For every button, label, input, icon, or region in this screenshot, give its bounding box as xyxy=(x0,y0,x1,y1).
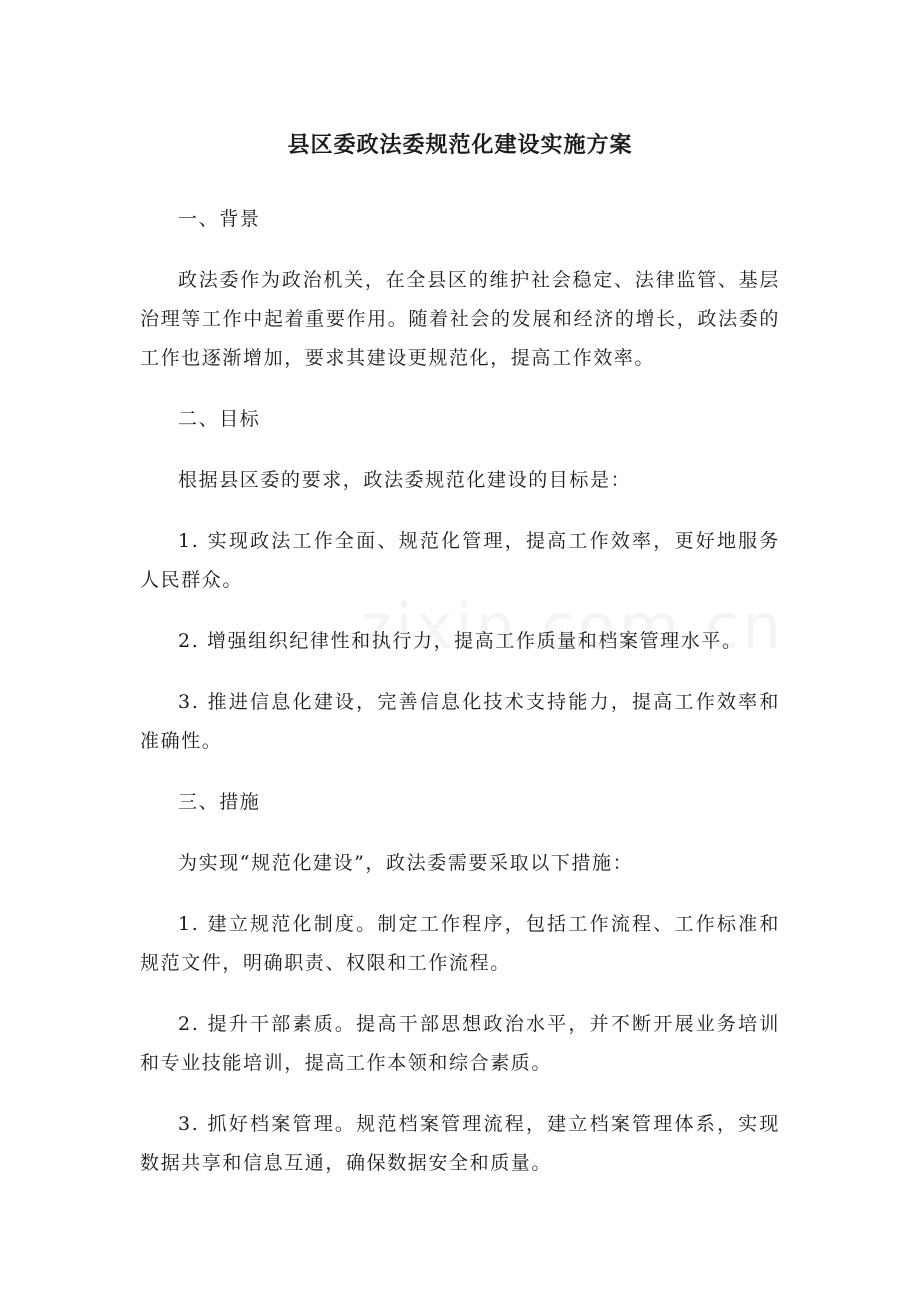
goal-item-1: 1. 实现政法工作全面、规范化管理，提高工作效率，更好地服务人民群众。 xyxy=(140,530,780,591)
section-heading-goals: 二、目标 xyxy=(178,408,261,430)
paragraph-goals-intro: 根据县区委的要求，政法委规范化建设的目标是： xyxy=(178,469,632,491)
section-heading-background: 一、背景 xyxy=(178,208,261,230)
document-title: 县区委政法委规范化建设实施方案 xyxy=(287,133,633,158)
measure-item-3: 3. 抓好档案管理。规范档案管理流程，建立档案管理体系，实现数据共享和信息互通，确保数据安全和质量。 xyxy=(140,1113,780,1174)
measure-item-1: 1. 建立规范化制度。制定工作程序，包括工作流程、工作标准和规范文件，明确职责、权限和工作流程。 xyxy=(140,913,780,974)
paragraph-background-text: 政法委作为政治机关，在全县区的维护社会稳定、法律监管、基层治理等工作中起着重要作用。随着社会的发展和经济的增长，政法委的工作也逐渐增加，要求其建设更规范化，提高工作效率。 xyxy=(140,269,780,369)
goal-item-3: 3. 推进信息化建设，完善信息化技术支持能力，提高工作效率和准确性。 xyxy=(140,691,780,752)
goal-item-2: 2. 增强组织纪律性和执行力，提高工作质量和档案管理水平。 xyxy=(178,630,743,652)
section-heading-measures: 三、措施 xyxy=(178,791,261,813)
document-body xyxy=(140,200,780,1205)
paragraph-measures-intro: 为实现“规范化建设”，政法委需要采取以下措施： xyxy=(178,852,634,874)
measure-item-2: 2. 提升干部素质。提高干部思想政治水平，并不断开展业务培训和专业技能培训，提高工作本领和综合素质。 xyxy=(140,1013,780,1074)
